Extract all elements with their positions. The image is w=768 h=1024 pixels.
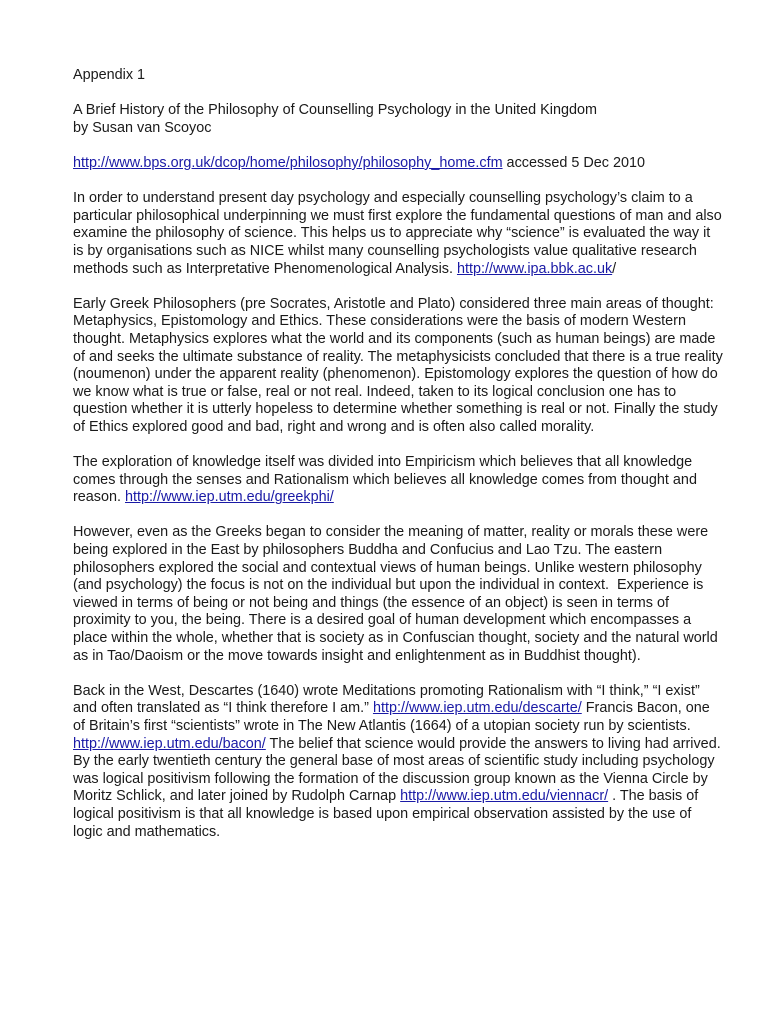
- paragraph-text: . The basis of logical positivism is that all knowledge is based upon empirical observation assisted by the use of logic and mathematics.: [73, 788, 699, 840]
- author-line: by Susan van Scoyoc: [73, 119, 212, 136]
- paragraph-greek-philosophers: Early Greek Philosophers (pre Socrates, Aristotle and Plato) considered three main areas of thought: Metaphysics, Epistomology and Ethics. These considerations were the basis of modern Western thought. Metaphysics explores what the world and its components (such as human beings) are made of and seeks the ultimate substance of reality. The metaphysicists concluded that there is a true reality (noumenon) under the apparent reality (phenomenon). Epistomology explores the question of how do we know what is true or false, real or not real. Indeed, taken to its logical conclusion one has to question whether it is utterly hopeless to determine whether something is real or not. Finally the study of Ethics explored good and bad, right and wrong and is often also called morality.: [73, 295, 723, 435]
- source-citation: [73, 155, 723, 173]
- paragraph-knowledge: [73, 454, 723, 507]
- appendix-heading: Appendix 1: [73, 67, 146, 83]
- paragraph-eastern-philosophy: However, even as the Greeks began to consider the meaning of matter, reality or morals these were being explored in the East by philosophers Buddha and Confucius and Lao Tzu. The eastern philosophers explored the social and contextual views of human beings. Unlike western philosophy (and psychology) the focus is not on the individual but upon the individual in context. Experience is viewed in terms of being or not being and things (the essence of an object) is seen in terms of proximity to you, the being. There is a desired goal of human development which encompasses a place within the whole, whether that is society as in Confuscian thought, society and the natural world as in Tao/Daoism or the move towards insight and enlightenment as in Buddhist thought).: [73, 524, 718, 664]
- bps-source-link[interactable]: http://www.bps.org.uk/dcop/home/philosophy/philosophy_home.cfm: [73, 154, 503, 171]
- paragraph-text: The belief that science would provide the answers to living had arrived. By the early twentieth century the general base of most areas of scientific study including psychology was logical positivism following the formation of the discussion group known as the Vienna Circle by Moritz Schlick, and later joined by Rudolph Carnap: [73, 735, 721, 805]
- paragraph-text: In order to understand present day psychology and especially counselling psychology’s claim to a particular philosophical underpinning we must first explore the fundamental questions of man and also examine the philosophy of science. This helps us to appreciate why “science” is evaluated the way it is by organisations such as NICE whilst many counselling psychologists value qualitative research methods such as Interpretative Phenomenological Analysis.: [73, 190, 722, 277]
- greekphi-link[interactable]: http://www.iep.utm.edu/greekphi/: [125, 489, 334, 506]
- title-line: A Brief History of the Philosophy of Counselling Psychology in the United Kingdom: [73, 102, 597, 119]
- paragraph-text: The exploration of knowledge itself was divided into Empiricism which believes that all knowledge comes through the senses and Rationalism which believes all knowledge comes from thought and reason.: [73, 454, 697, 506]
- descarte-link[interactable]: http://www.iep.utm.edu/descarte/: [372, 700, 582, 717]
- accessed-date: accessed 5 Dec 2010: [502, 154, 645, 171]
- link-tail: /: [612, 260, 617, 277]
- viennacr-link[interactable]: http://www.iep.utm.edu/viennacr/: [400, 788, 609, 805]
- document-page: [73, 67, 723, 859]
- bacon-link[interactable]: http://www.iep.utm.edu/bacon/: [73, 735, 266, 752]
- ipa-link[interactable]: http://www.ipa.bbk.ac.uk: [456, 260, 613, 277]
- document-title: [73, 102, 723, 137]
- paragraph-west: [73, 683, 723, 841]
- paragraph-text: Back in the West, Descartes (1640) wrote Meditations promoting Rationalism with “I think,” “I exist” and often translated as “I think therefore I am.”: [73, 682, 700, 717]
- paragraph-text: Francis Bacon, one of Britain’s first “scientists” wrote in The New Atlantis (1664) of a utopian society run by scientists.: [73, 700, 710, 734]
- paragraph-intro: [73, 190, 723, 278]
